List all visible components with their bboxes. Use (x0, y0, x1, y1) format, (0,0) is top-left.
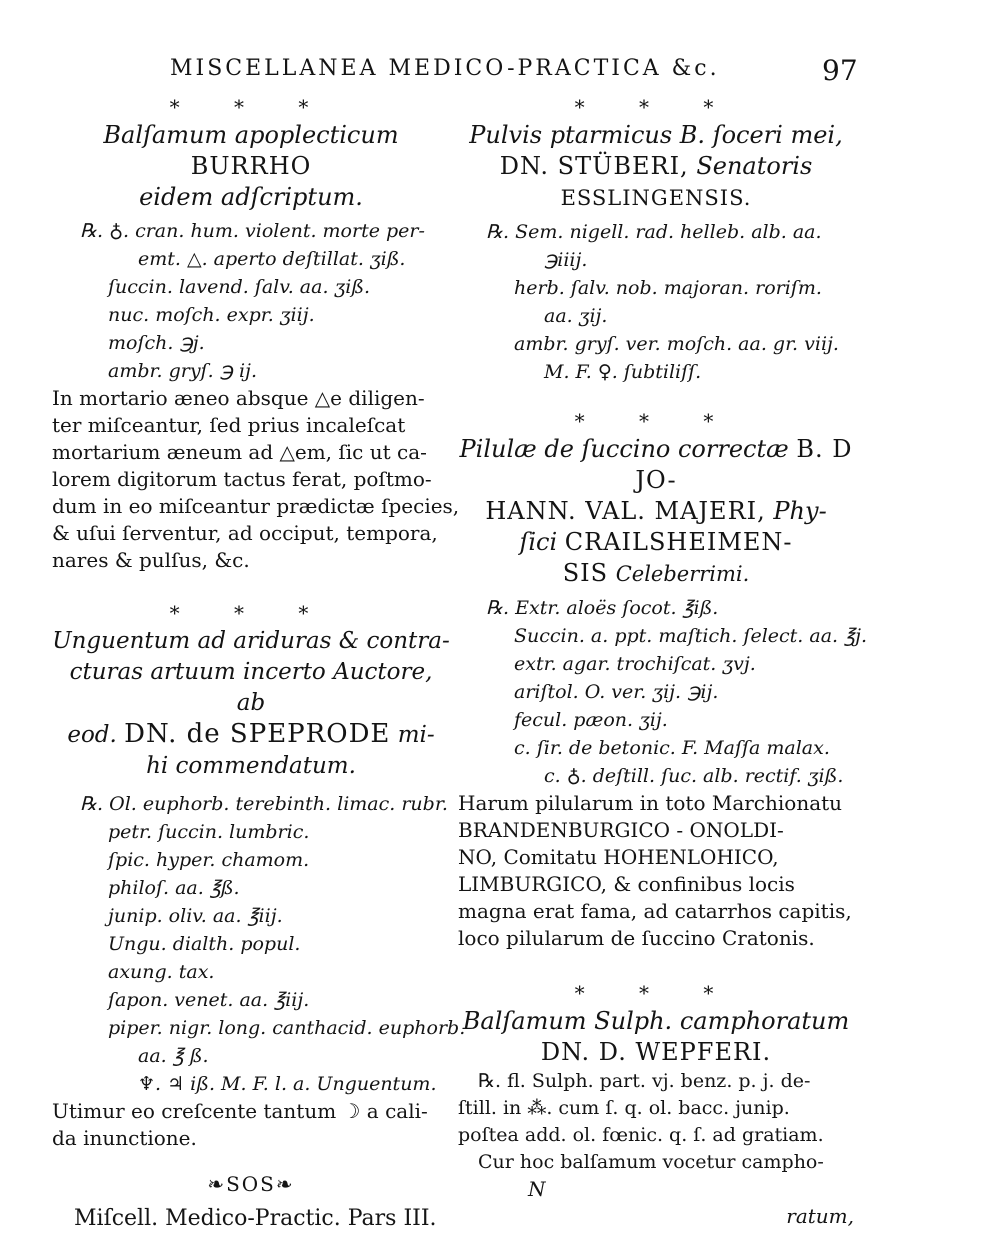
prose-line: & uſui ſerventur, ad occiput, tempora, (52, 521, 438, 545)
recipe-line: nuc. moſch. expr. ʒiij. (108, 304, 315, 326)
recipe-line: ♆. ♃ iß. M. F. l. a. Unguentum. (138, 1073, 437, 1095)
heading-italic: Phy- (773, 497, 827, 525)
left-column (52, 95, 466, 1231)
section-stars: * * * (574, 409, 738, 433)
heading-roman: BURRHO (190, 152, 312, 180)
prose-line: dum in eo miſceantur prædictæ ſpecies, (52, 494, 460, 518)
prose-line: ℞. fl. Sulph. part. vj. benz. p. j. de- (478, 1070, 811, 1092)
prose-line: mortarium æneum ad △em, ſic ut ca- (52, 440, 427, 464)
recipe-line: ℞. Sem. nigell. rad. helleb. alb. aa. (486, 221, 822, 243)
recipe-line: ambr. gryſ. ℈ ij. (108, 360, 257, 382)
prose-line: LIMBURGICO, & confinibus locis (458, 872, 795, 896)
recipe-line: ambr. gryſ. ver. moſch. aa. gr. viij. (514, 333, 839, 355)
recipe-line: ſuccin. lavend. ſalv. aa. ʒiß. (108, 276, 371, 298)
signature-line (458, 1176, 854, 1228)
recipe-line: ℞. ♁. cran. hum. violent. morte per- (80, 220, 425, 242)
page-number: 97 (822, 54, 858, 87)
prose-paragraph (52, 385, 460, 574)
heading-roman: CRAILSHEIMEN- (564, 528, 793, 556)
prose-line: magna erat fama, ad catarrhos capitis, (458, 899, 852, 923)
heading-italic: Balſamum apoplecticum (103, 121, 399, 149)
prose-line: loco pilularum de ſuccino Cratonis. (458, 926, 815, 950)
heading-roman: HANN. VAL. MAJERI, (485, 497, 766, 525)
recipe-line: aa. ℥ ß. (138, 1045, 209, 1067)
recipe-line: moſch. ℈j. (108, 332, 205, 354)
recipe-line: emt. △. aperto deſtillat. ʒiß. (138, 248, 406, 270)
heading-roman: DN. D. WEPFERI. (540, 1038, 772, 1066)
section-heading (458, 434, 854, 590)
recipe-block (458, 594, 868, 790)
heading-italic: Senatoris (696, 152, 813, 180)
recipe-line: philoſ. aa. ℥ß. (108, 877, 240, 899)
heading-line: mi- (397, 722, 435, 748)
recipe-line: c. ♁. deſtill. ſuc. alb. rectif. ʒiß. (544, 765, 844, 787)
heading-line: hi commendatum. (146, 753, 356, 779)
recipe-line: piper. nigr. long. canthacid. euphorb. (108, 1017, 466, 1039)
section-stars: * * * (574, 95, 738, 119)
prose-paragraph (458, 1068, 854, 1176)
prose-line: Utimur eo creſcente tantum ☽ a cali- (52, 1099, 428, 1123)
heading-roman: DN. STÜBERI, (499, 152, 689, 180)
recipe-line: herb. ſalv. nob. majoran. roriſm. (514, 277, 822, 299)
recipe-line: junip. oliv. aa. ℥iij. (108, 905, 283, 927)
recipe-line: c. ſir. de betonic. F. Maſſa malax. (514, 737, 830, 759)
page-footer: Miſcell. Medico-Practic. Pars III. (74, 1206, 437, 1231)
recipe-block (458, 218, 854, 386)
heading-italic: Celeberrimi. (615, 562, 750, 586)
prose-line: nares & pulſus, &c. (52, 548, 250, 572)
prose-line: Cur hoc balſamum vocetur campho- (478, 1151, 824, 1173)
recipe-line: ſpic. hyper. chamom. (108, 849, 310, 871)
recipe-block (52, 790, 466, 1098)
printers-ornament: ❧SOS❧ (207, 1172, 295, 1196)
signature-mark: N (528, 1177, 546, 1201)
heading-line: eidem adſcriptum. (139, 183, 363, 211)
heading-roman: SIS (562, 559, 609, 587)
recipe-line: Succin. a. ppt. maſtich. ſelect. aa. ℥j. (514, 625, 868, 647)
prose-line: ter miſceantur, ſed prius incaleſcat (52, 413, 406, 437)
heading-roman: ESSLINGENSIS. (560, 186, 752, 210)
recipe-line: petr. ſuccin. lumbric. (108, 821, 310, 843)
recipe-line: ariſtol. O. ver. ʒij. ℈ij. (514, 681, 719, 703)
prose-line: poſtea add. ol. fœnic. q. ſ. ad gratiam. (458, 1124, 824, 1146)
prose-line: da inunctione. (52, 1126, 197, 1150)
prose-paragraph (52, 1098, 450, 1152)
recipe-line: fecul. pæon. ʒij. (514, 709, 668, 731)
section-heading (458, 120, 854, 214)
prose-line: Harum pilularum in toto Marchionatu (458, 791, 843, 815)
recipe-line: ℞. Ol. euphorb. terebinth. limac. rubr. (80, 793, 448, 815)
recipe-line: ℈iiij. (544, 249, 588, 271)
heading-roman: B. D JO- (635, 435, 853, 494)
section-heading (52, 120, 450, 213)
recipe-line: aa. ʒij. (544, 305, 608, 327)
heading-line: Pulvis ptarmicus B. ſoceri mei, (469, 121, 843, 149)
prose-paragraph (458, 790, 854, 952)
right-column (458, 95, 868, 1230)
section-heading (52, 626, 450, 782)
section-stars: * * * (574, 981, 738, 1005)
prose-line: BRANDENBURGICO - ONOLDI- (458, 818, 784, 842)
recipe-line: axung. tax. (108, 961, 215, 983)
heading-roman: DN. de SPEPRODE (124, 719, 391, 749)
recipe-line: extr. agar. trochiſcat. ʒvj. (514, 653, 756, 675)
prose-line: In mortario æneo absque △e diligen- (52, 386, 425, 410)
heading-line: eod. (67, 722, 117, 748)
heading-italic: Pilulæ de ſuccino correctæ (459, 435, 789, 463)
running-title: MISCELLANEA MEDICO-PRACTICA &c. (170, 56, 720, 81)
recipe-line: ſapon. venet. aa. ℥iij. (108, 989, 310, 1011)
section-stars: * * * (169, 601, 333, 625)
heading-italic: ſici (519, 528, 558, 556)
heading-line: Balſamum Sulph. camphoratum (462, 1007, 850, 1035)
catchword: ratum, (786, 1204, 854, 1228)
recipe-line: M. F. ♀. ſubtiliſſ. (544, 361, 702, 383)
prose-line: ſtill. in ⁂. cum ſ. q. ol. bacc. junip. (458, 1097, 790, 1119)
section-stars: * * * (169, 95, 333, 119)
recipe-line: ℞. Extr. aloës ſocot. ℥iß. (486, 597, 719, 619)
running-header (170, 56, 860, 88)
prose-line: lorem digitorum tactus ferat, poſtmo- (52, 467, 432, 491)
recipe-block (52, 217, 450, 385)
heading-line: cturas artuum incerto Auctore, ab (69, 659, 433, 716)
recipe-line: Ungu. dialth. popul. (108, 933, 301, 955)
heading-line: Unguentum ad ariduras & contra- (52, 628, 450, 654)
prose-line: NO, Comitatu HOHENLOHICO, (458, 845, 779, 869)
section-heading (458, 1006, 854, 1068)
